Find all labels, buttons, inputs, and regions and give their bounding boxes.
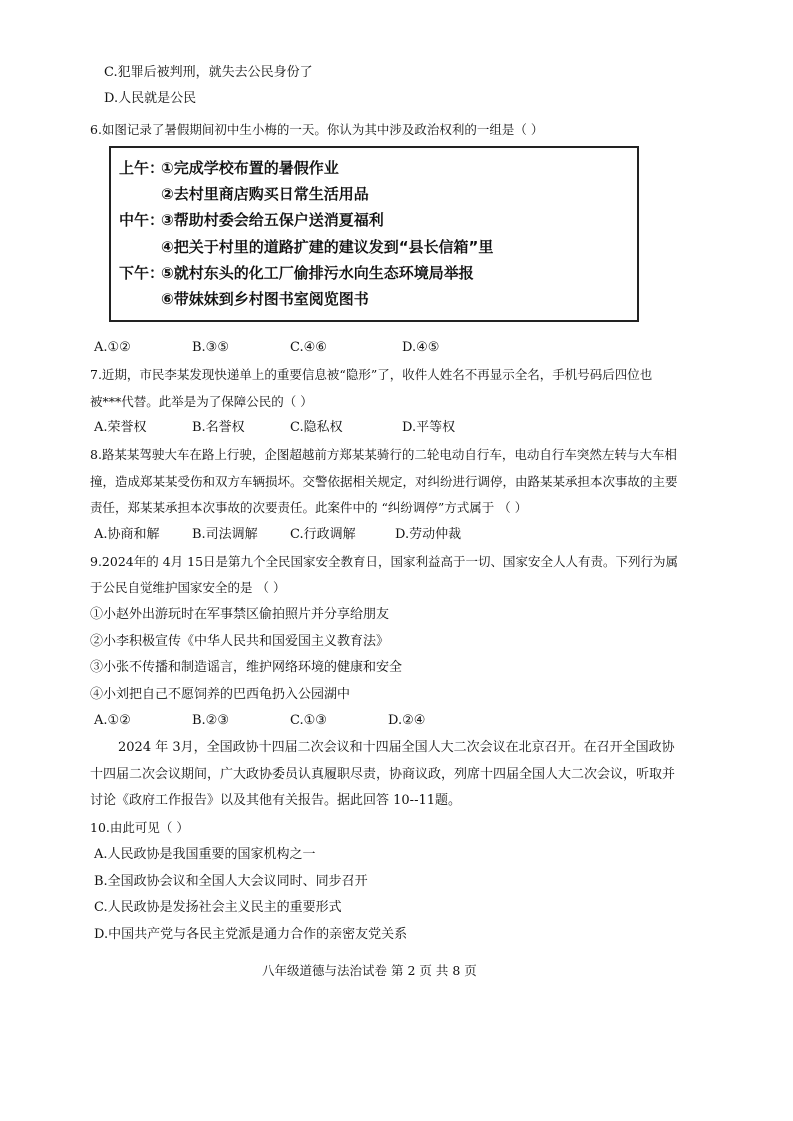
q9-option-a: A.①② [94, 713, 131, 728]
q10-option-a: A.人民政协是我国重要的国家机构之一 [94, 847, 316, 862]
schedule-item-3: ③帮助村委会给五保户送消夏福利 [161, 211, 384, 229]
noon-label: 中午： [119, 211, 165, 229]
q9-item-2: ②小李积极宣传《中华人民共和国爱国主义教育法》 [90, 634, 390, 649]
schedule-item-6: ⑥带妹妹到乡村图书室阅览图书 [161, 290, 369, 308]
q9-item-1: ①小赵外出游玩时在军事禁区偷拍照片并分享给朋友 [90, 607, 390, 622]
q8-line-3: 责任，郑某某承担本次事故的次要责任。此案件中的 “纠纷调停”方式属于 （ ） [90, 500, 528, 515]
q6-option-a: A.①② [94, 340, 131, 355]
q8-option-c: C.行政调解 [290, 527, 356, 542]
q9-line-1: 9.2024年的 4月 15日是第九个全民国家安全教育日，国家利益高于一切、国家安全人人有责。下列行为属 [90, 554, 679, 569]
material-line-2: 十四届二次会议期间，广大政协委员认真履职尽责，协商议政，列席十四届全国人大二次会议，听取并 [90, 767, 676, 782]
q5-option-c: C.犯罪后被判刑，就失去公民身份了 [104, 65, 313, 80]
q7-option-b: B.名誉权 [192, 420, 245, 435]
q8-line-2: 撞，造成郑某某受伤和双方车辆损坏。交警依据相关规定，对纠纷进行调停，由路某某承担本次事故的主要 [90, 474, 678, 489]
q9-item-3: ③小张不传播和制造谣言，维护网络环境的健康和安全 [90, 660, 403, 675]
q9-line-2: 于公民自觉维护国家安全的是 （ ） [90, 580, 286, 595]
material-line-3: 讨论《政府工作报告》以及其他有关报告。据此回答 10--11题。 [90, 793, 462, 808]
q8-option-d: D.劳动仲裁 [395, 527, 462, 542]
q10-option-b: B.全国政协会议和全国人大会议同时、同步召开 [94, 874, 368, 889]
schedule-item-1: ①完成学校布置的暑假作业 [161, 159, 339, 177]
q7-line-1: 7.近期，市民李某发现快递单上的重要信息被“隐形”了，收件人姓名不再显示全名，手机号码后四位也 [90, 367, 653, 382]
q10-stem: 10.由此可见（ ） [90, 820, 189, 835]
q7-line-2: 被***代替。此举是为了保障公民的（ ） [90, 394, 313, 409]
q9-option-c: C.①③ [290, 713, 327, 728]
morning-label: 上午： [119, 159, 165, 177]
q8-option-b: B.司法调解 [192, 527, 258, 542]
page-footer: 八年级道德与法治试卷 第 2 页 共 8 页 [262, 963, 477, 978]
q10-option-c: C.人民政协是发扬社会主义民主的重要形式 [94, 900, 342, 915]
q7-option-a: A.荣誉权 [94, 420, 147, 435]
q9-option-b: B.②③ [192, 713, 229, 728]
schedule-item-4: ④把关于村里的道路扩建的建议发到“县长信箱”里 [161, 238, 494, 256]
schedule-item-2: ②去村里商店购买日常生活用品 [161, 185, 369, 203]
q6-option-c: C.④⑥ [290, 340, 327, 355]
q9-option-d: D.②④ [388, 713, 426, 728]
q8-line-1: 8.路某某驾驶大车在路上行驶，企图超越前方郑某某骑行的二轮电动自行车，电动自行车突然左转与大车相 [90, 447, 677, 462]
q6-schedule-box [109, 146, 639, 322]
material-line-1: 2024 年 3月，全国政协十四届二次会议和十四届全国人大二次会议在北京召开。在召开全国政协 [118, 740, 675, 755]
q7-option-d: D.平等权 [402, 420, 456, 435]
schedule-item-5: ⑤就村东头的化工厂偷排污水向生态环境局举报 [161, 264, 474, 282]
q6-stem: 6.如图记录了暑假期间初中生小梅的一天。你认为其中涉及政治权利的一组是（ ） [90, 122, 544, 137]
q7-option-c: C.隐私权 [290, 420, 343, 435]
q6-option-d: D.④⑤ [402, 340, 440, 355]
q9-item-4: ④小刘把自己不愿饲养的巴西龟扔入公园湖中 [90, 687, 351, 702]
afternoon-label: 下午： [119, 264, 165, 282]
q6-option-b: B.③⑤ [192, 340, 229, 355]
q10-option-d: D.中国共产党与各民主党派是通力合作的亲密友党关系 [94, 927, 408, 942]
q8-option-a: A.协商和解 [94, 527, 160, 542]
q5-option-d: D.人民就是公民 [104, 91, 197, 106]
